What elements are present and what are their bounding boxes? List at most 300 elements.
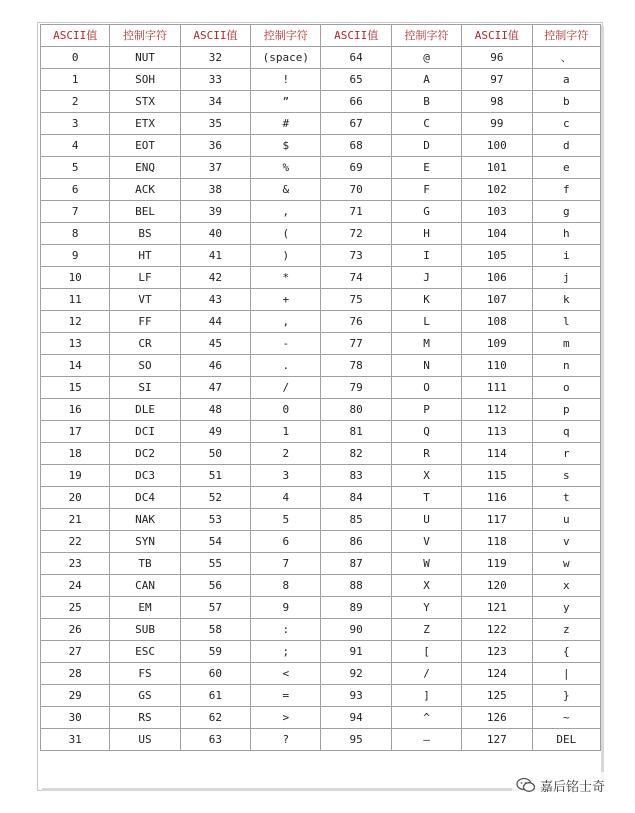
ascii-value-cell: 52 [181,487,250,508]
ascii-value-cell: 54 [181,531,250,552]
character-cell: DCI [110,421,179,442]
ascii-value-cell: 53 [181,509,250,530]
watermark [512,772,609,798]
ascii-value-cell: 99 [462,113,531,134]
character-cell: H [392,223,461,244]
character-cell: J [392,267,461,288]
ascii-value-cell: 79 [321,377,390,398]
table-row [41,377,600,398]
ascii-value-cell: 56 [181,575,250,596]
character-cell: g [533,201,600,222]
ascii-value-cell: 91 [321,641,390,662]
table-row [41,69,600,90]
character-cell: k [533,289,600,310]
ascii-value-cell: 92 [321,663,390,684]
ascii-value-cell: 22 [41,531,109,552]
header-control-char: 控制字符 [110,25,179,46]
ascii-value-cell: 48 [181,399,250,420]
ascii-value-cell: 0 [41,47,109,68]
table-row [41,113,600,134]
ascii-value-cell: 23 [41,553,109,574]
ascii-value-cell: 42 [181,267,250,288]
character-cell: V [392,531,461,552]
ascii-value-cell: 64 [321,47,390,68]
watermark-text: 嘉后铭士奇 [540,779,606,795]
ascii-value-cell: 121 [462,597,531,618]
character-cell: # [251,113,320,134]
character-cell: FF [110,311,179,332]
character-cell: P [392,399,461,420]
character-cell: L [392,311,461,332]
ascii-value-cell: 59 [181,641,250,662]
ascii-value-cell: 72 [321,223,390,244]
character-cell: D [392,135,461,156]
character-cell: * [251,267,320,288]
character-cell: Y [392,597,461,618]
wechat-icon [516,777,536,793]
ascii-value-cell: 86 [321,531,390,552]
ascii-value-cell: 36 [181,135,250,156]
character-cell: X [392,575,461,596]
ascii-value-cell: 73 [321,245,390,266]
ascii-value-cell: 104 [462,223,531,244]
character-cell: ACK [110,179,179,200]
ascii-value-cell: 60 [181,663,250,684]
ascii-value-cell: 27 [41,641,109,662]
ascii-value-cell: 62 [181,707,250,728]
ascii-value-cell: 4 [41,135,109,156]
ascii-value-cell: 38 [181,179,250,200]
table-row [41,201,600,222]
character-cell: US [110,729,179,750]
character-cell: e [533,157,600,178]
character-cell: NAK [110,509,179,530]
character-cell: v [533,531,600,552]
ascii-value-cell: 51 [181,465,250,486]
table-row [41,619,600,640]
table-body [41,47,600,750]
ascii-value-cell: 120 [462,575,531,596]
ascii-value-cell: 90 [321,619,390,640]
header-control-char: 控制字符 [533,25,600,46]
character-cell: RS [110,707,179,728]
header-control-char: 控制字符 [392,25,461,46]
character-cell: ] [392,685,461,706]
character-cell: x [533,575,600,596]
ascii-value-cell: 13 [41,333,109,354]
table-row [41,47,600,68]
ascii-value-cell: 35 [181,113,250,134]
character-cell: 9 [251,597,320,618]
character-cell: VT [110,289,179,310]
ascii-value-cell: 77 [321,333,390,354]
ascii-value-cell: 18 [41,443,109,464]
ascii-value-cell: 68 [321,135,390,156]
character-cell: b [533,91,600,112]
ascii-value-cell: 107 [462,289,531,310]
ascii-value-cell: 40 [181,223,250,244]
ascii-value-cell: 43 [181,289,250,310]
character-cell: [ [392,641,461,662]
ascii-value-cell: 93 [321,685,390,706]
table-row [41,289,600,310]
character-cell: c [533,113,600,134]
ascii-value-cell: 24 [41,575,109,596]
ascii-value-cell: 55 [181,553,250,574]
character-cell: ? [251,729,320,750]
character-cell: CAN [110,575,179,596]
table-row [41,597,600,618]
character-cell: 、 [533,47,600,68]
ascii-value-cell: 84 [321,487,390,508]
character-cell: SOH [110,69,179,90]
ascii-value-cell: 101 [462,157,531,178]
character-cell: U [392,509,461,530]
table-row [41,575,600,596]
character-cell: + [251,289,320,310]
ascii-value-cell: 103 [462,201,531,222]
character-cell: X [392,465,461,486]
ascii-value-cell: 46 [181,355,250,376]
table-row [41,487,600,508]
character-cell: A [392,69,461,90]
character-cell: z [533,619,600,640]
character-cell: ~ [533,707,600,728]
ascii-value-cell: 76 [321,311,390,332]
table-row [41,135,600,156]
ascii-value-cell: 16 [41,399,109,420]
character-cell: y [533,597,600,618]
table-row [41,355,600,376]
character-cell: G [392,201,461,222]
ascii-value-cell: 34 [181,91,250,112]
ascii-value-cell: 25 [41,597,109,618]
ascii-value-cell: 15 [41,377,109,398]
ascii-value-cell: 11 [41,289,109,310]
character-cell: DC4 [110,487,179,508]
character-cell: 2 [251,443,320,464]
character-cell: ( [251,223,320,244]
ascii-value-cell: 45 [181,333,250,354]
character-cell: F [392,179,461,200]
character-cell: ! [251,69,320,90]
ascii-value-cell: 17 [41,421,109,442]
table-row [41,531,600,552]
ascii-value-cell: 122 [462,619,531,640]
character-cell: M [392,333,461,354]
ascii-value-cell: 7 [41,201,109,222]
character-cell: ESC [110,641,179,662]
character-cell: FS [110,663,179,684]
ascii-value-cell: 95 [321,729,390,750]
table-row [41,157,600,178]
character-cell: NUT [110,47,179,68]
ascii-value-cell: 44 [181,311,250,332]
character-cell: GS [110,685,179,706]
header-row [41,25,600,46]
character-cell: ^ [392,707,461,728]
ascii-value-cell: 127 [462,729,531,750]
ascii-value-cell: 123 [462,641,531,662]
character-cell: STX [110,91,179,112]
ascii-value-cell: 111 [462,377,531,398]
table-row [41,311,600,332]
table-row [41,333,600,354]
ascii-value-cell: 63 [181,729,250,750]
ascii-value-cell: 97 [462,69,531,90]
ascii-value-cell: 67 [321,113,390,134]
character-cell: 4 [251,487,320,508]
character-cell: BEL [110,201,179,222]
ascii-value-cell: 88 [321,575,390,596]
ascii-value-cell: 8 [41,223,109,244]
character-cell: R [392,443,461,464]
ascii-value-cell: 98 [462,91,531,112]
ascii-value-cell: 37 [181,157,250,178]
ascii-value-cell: 124 [462,663,531,684]
ascii-value-cell: 102 [462,179,531,200]
character-cell: , [251,201,320,222]
character-cell: h [533,223,600,244]
character-cell: = [251,685,320,706]
ascii-value-cell: 85 [321,509,390,530]
character-cell: DLE [110,399,179,420]
ascii-value-cell: 70 [321,179,390,200]
table-row [41,509,600,530]
character-cell: EOT [110,135,179,156]
ascii-value-cell: 81 [321,421,390,442]
ascii-value-cell: 66 [321,91,390,112]
character-cell: 3 [251,465,320,486]
character-cell: ETX [110,113,179,134]
character-cell: (space) [251,47,320,68]
table-row [41,267,600,288]
ascii-value-cell: 12 [41,311,109,332]
character-cell: , [251,311,320,332]
character-cell: Z [392,619,461,640]
ascii-value-cell: 41 [181,245,250,266]
header-ascii-value: ASCII值 [321,25,390,46]
ascii-value-cell: 116 [462,487,531,508]
character-cell: m [533,333,600,354]
character-cell: CR [110,333,179,354]
character-cell: n [533,355,600,376]
character-cell: ; [251,641,320,662]
character-cell: W [392,553,461,574]
ascii-value-cell: 47 [181,377,250,398]
character-cell: 0 [251,399,320,420]
table-row [41,641,600,662]
header-ascii-value: ASCII值 [181,25,250,46]
ascii-value-cell: 108 [462,311,531,332]
character-cell: { [533,641,600,662]
table-row [41,663,600,684]
ascii-value-cell: 100 [462,135,531,156]
character-cell: O [392,377,461,398]
table-row [41,399,600,420]
character-cell: q [533,421,600,442]
character-cell: DEL [533,729,600,750]
ascii-value-cell: 61 [181,685,250,706]
character-cell: / [392,663,461,684]
ascii-value-cell: 119 [462,553,531,574]
ascii-value-cell: 14 [41,355,109,376]
table-row [41,465,600,486]
ascii-value-cell: 118 [462,531,531,552]
ascii-value-cell: 57 [181,597,250,618]
ascii-value-cell: 78 [321,355,390,376]
character-cell: } [533,685,600,706]
ascii-value-cell: 58 [181,619,250,640]
table-row [41,223,600,244]
character-cell: SYN [110,531,179,552]
ascii-value-cell: 10 [41,267,109,288]
table-shadow-right [601,26,604,791]
ascii-value-cell: 80 [321,399,390,420]
ascii-value-cell: 20 [41,487,109,508]
character-cell: LF [110,267,179,288]
character-cell: C [392,113,461,134]
character-cell: TB [110,553,179,574]
character-cell: EM [110,597,179,618]
character-cell: 8 [251,575,320,596]
table-row [41,729,600,750]
ascii-value-cell: 1 [41,69,109,90]
character-cell: | [533,663,600,684]
table-row [41,707,600,728]
ascii-value-cell: 106 [462,267,531,288]
ascii-value-cell: 32 [181,47,250,68]
character-cell: u [533,509,600,530]
ascii-value-cell: 49 [181,421,250,442]
character-cell: ENQ [110,157,179,178]
character-cell: I [392,245,461,266]
ascii-value-cell: 94 [321,707,390,728]
character-cell: SO [110,355,179,376]
character-cell: 7 [251,553,320,574]
character-cell: ” [251,91,320,112]
ascii-value-cell: 71 [321,201,390,222]
ascii-value-cell: 9 [41,245,109,266]
ascii-value-cell: 33 [181,69,250,90]
ascii-value-cell: 113 [462,421,531,442]
character-cell: DC2 [110,443,179,464]
character-cell: HT [110,245,179,266]
character-cell: : [251,619,320,640]
character-cell: BS [110,223,179,244]
character-cell: > [251,707,320,728]
ascii-value-cell: 6 [41,179,109,200]
ascii-value-cell: 30 [41,707,109,728]
character-cell: & [251,179,320,200]
character-cell: s [533,465,600,486]
table-row [41,421,600,442]
character-cell: E [392,157,461,178]
character-cell: 1 [251,421,320,442]
character-cell: $ [251,135,320,156]
table-row [41,91,600,112]
character-cell: t [533,487,600,508]
character-cell: % [251,157,320,178]
character-cell: DC3 [110,465,179,486]
ascii-value-cell: 105 [462,245,531,266]
character-cell: < [251,663,320,684]
character-cell: a [533,69,600,90]
character-cell: T [392,487,461,508]
character-cell: ) [251,245,320,266]
ascii-value-cell: 28 [41,663,109,684]
character-cell: 5 [251,509,320,530]
character-cell: 6 [251,531,320,552]
character-cell: N [392,355,461,376]
ascii-value-cell: 2 [41,91,109,112]
ascii-value-cell: 126 [462,707,531,728]
ascii-table [40,24,601,751]
ascii-value-cell: 87 [321,553,390,574]
character-cell: Q [392,421,461,442]
ascii-value-cell: 117 [462,509,531,530]
character-cell: SUB [110,619,179,640]
character-cell: d [533,135,600,156]
ascii-value-cell: 83 [321,465,390,486]
ascii-value-cell: 75 [321,289,390,310]
header-ascii-value: ASCII值 [41,25,109,46]
character-cell: . [251,355,320,376]
character-cell: / [251,377,320,398]
ascii-value-cell: 125 [462,685,531,706]
character-cell: f [533,179,600,200]
ascii-value-cell: 96 [462,47,531,68]
ascii-value-cell: 65 [321,69,390,90]
character-cell: — [392,729,461,750]
ascii-value-cell: 109 [462,333,531,354]
character-cell: i [533,245,600,266]
ascii-value-cell: 115 [462,465,531,486]
ascii-value-cell: 3 [41,113,109,134]
character-cell: o [533,377,600,398]
table-row [41,245,600,266]
ascii-value-cell: 112 [462,399,531,420]
ascii-value-cell: 26 [41,619,109,640]
table-row [41,179,600,200]
header-control-char: 控制字符 [251,25,320,46]
table-row [41,443,600,464]
ascii-value-cell: 110 [462,355,531,376]
table-row [41,685,600,706]
character-cell: B [392,91,461,112]
header-ascii-value: ASCII值 [462,25,531,46]
ascii-value-cell: 39 [181,201,250,222]
character-cell: @ [392,47,461,68]
character-cell: SI [110,377,179,398]
ascii-value-cell: 50 [181,443,250,464]
ascii-value-cell: 74 [321,267,390,288]
character-cell: j [533,267,600,288]
ascii-value-cell: 69 [321,157,390,178]
character-cell: l [533,311,600,332]
ascii-value-cell: 19 [41,465,109,486]
ascii-value-cell: 21 [41,509,109,530]
table-row [41,553,600,574]
character-cell: p [533,399,600,420]
ascii-value-cell: 82 [321,443,390,464]
ascii-value-cell: 89 [321,597,390,618]
character-cell: K [392,289,461,310]
ascii-value-cell: 5 [41,157,109,178]
character-cell: - [251,333,320,354]
ascii-value-cell: 114 [462,443,531,464]
character-cell: r [533,443,600,464]
